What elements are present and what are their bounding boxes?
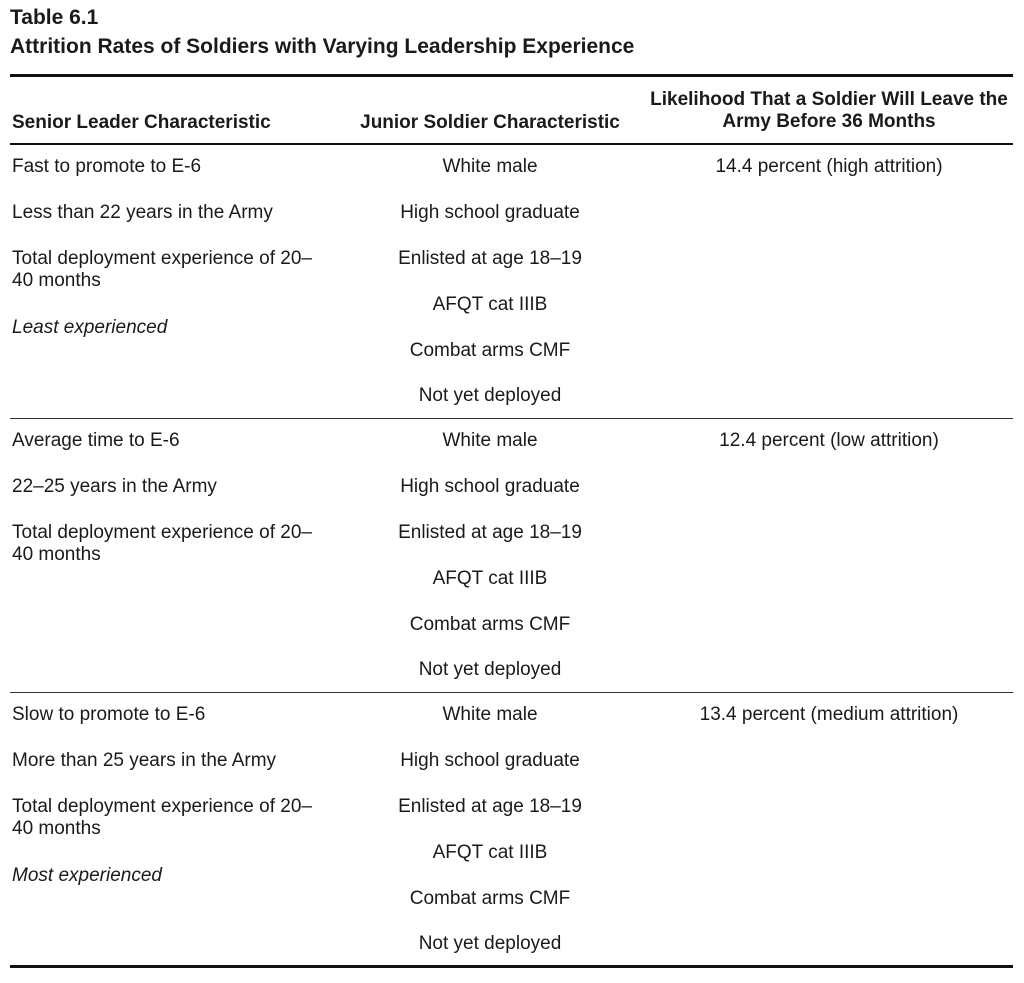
senior-characteristic: Average time to E-6 bbox=[12, 430, 180, 451]
junior-characteristic: AFQT cat IIIB bbox=[432, 568, 548, 589]
attrition-likelihood: 12.4 percent (low attrition) bbox=[719, 430, 939, 451]
bottom-rule bbox=[10, 965, 1013, 968]
header-rule bbox=[10, 143, 1013, 145]
junior-characteristic: White male bbox=[442, 156, 538, 177]
junior-characteristic: Not yet deployed bbox=[418, 933, 562, 954]
top-rule bbox=[10, 74, 1013, 77]
senior-characteristic: More than 25 years in the Army bbox=[12, 750, 277, 771]
junior-characteristic: High school graduate bbox=[400, 202, 580, 223]
senior-characteristic: Total deployment experience of 20–40 months bbox=[12, 248, 312, 291]
senior-experience-note: Most experienced bbox=[12, 865, 162, 886]
header-likelihood: Likelihood That a Soldier Will Leave the Army Before 36 Months bbox=[650, 89, 1008, 132]
attrition-likelihood: 14.4 percent (high attrition) bbox=[715, 156, 943, 177]
junior-characteristic: White male bbox=[442, 430, 538, 451]
junior-characteristic: Enlisted at age 18–19 bbox=[398, 522, 582, 543]
senior-characteristic: Total deployment experience of 20–40 months bbox=[12, 522, 312, 565]
junior-characteristic: Combat arms CMF bbox=[409, 614, 571, 635]
junior-characteristic: White male bbox=[442, 704, 538, 725]
junior-characteristic: Combat arms CMF bbox=[409, 888, 571, 909]
junior-characteristic: AFQT cat IIIB bbox=[432, 294, 548, 315]
senior-experience-note: Least experienced bbox=[12, 317, 168, 338]
attrition-likelihood: 13.4 percent (medium attrition) bbox=[699, 704, 959, 725]
junior-characteristic: Combat arms CMF bbox=[409, 340, 571, 361]
senior-characteristic: 22–25 years in the Army bbox=[12, 476, 217, 497]
junior-characteristic: High school graduate bbox=[400, 476, 580, 497]
junior-characteristic: Enlisted at age 18–19 bbox=[398, 796, 582, 817]
senior-characteristic: Less than 22 years in the Army bbox=[12, 202, 273, 223]
table-row-group bbox=[0, 420, 1024, 696]
senior-characteristic: Slow to promote to E-6 bbox=[12, 704, 206, 725]
table-row-group bbox=[0, 146, 1024, 422]
header-junior-soldier: Junior Soldier Characteristic bbox=[360, 112, 620, 133]
table-title: Attrition Rates of Soldiers with Varying Leadership Experience bbox=[10, 35, 635, 58]
header-senior-leader: Senior Leader Characteristic bbox=[12, 112, 271, 133]
junior-characteristic: Not yet deployed bbox=[418, 385, 562, 406]
senior-characteristic: Total deployment experience of 20–40 months bbox=[12, 796, 312, 839]
junior-characteristic: Enlisted at age 18–19 bbox=[398, 248, 582, 269]
table-row-group bbox=[0, 694, 1024, 970]
group-divider bbox=[10, 418, 1013, 419]
junior-characteristic: AFQT cat IIIB bbox=[432, 842, 548, 863]
junior-characteristic: High school graduate bbox=[400, 750, 580, 771]
table-number: Table 6.1 bbox=[10, 6, 99, 29]
junior-characteristic: Not yet deployed bbox=[418, 659, 562, 680]
group-divider bbox=[10, 692, 1013, 693]
senior-characteristic: Fast to promote to E-6 bbox=[12, 156, 202, 177]
